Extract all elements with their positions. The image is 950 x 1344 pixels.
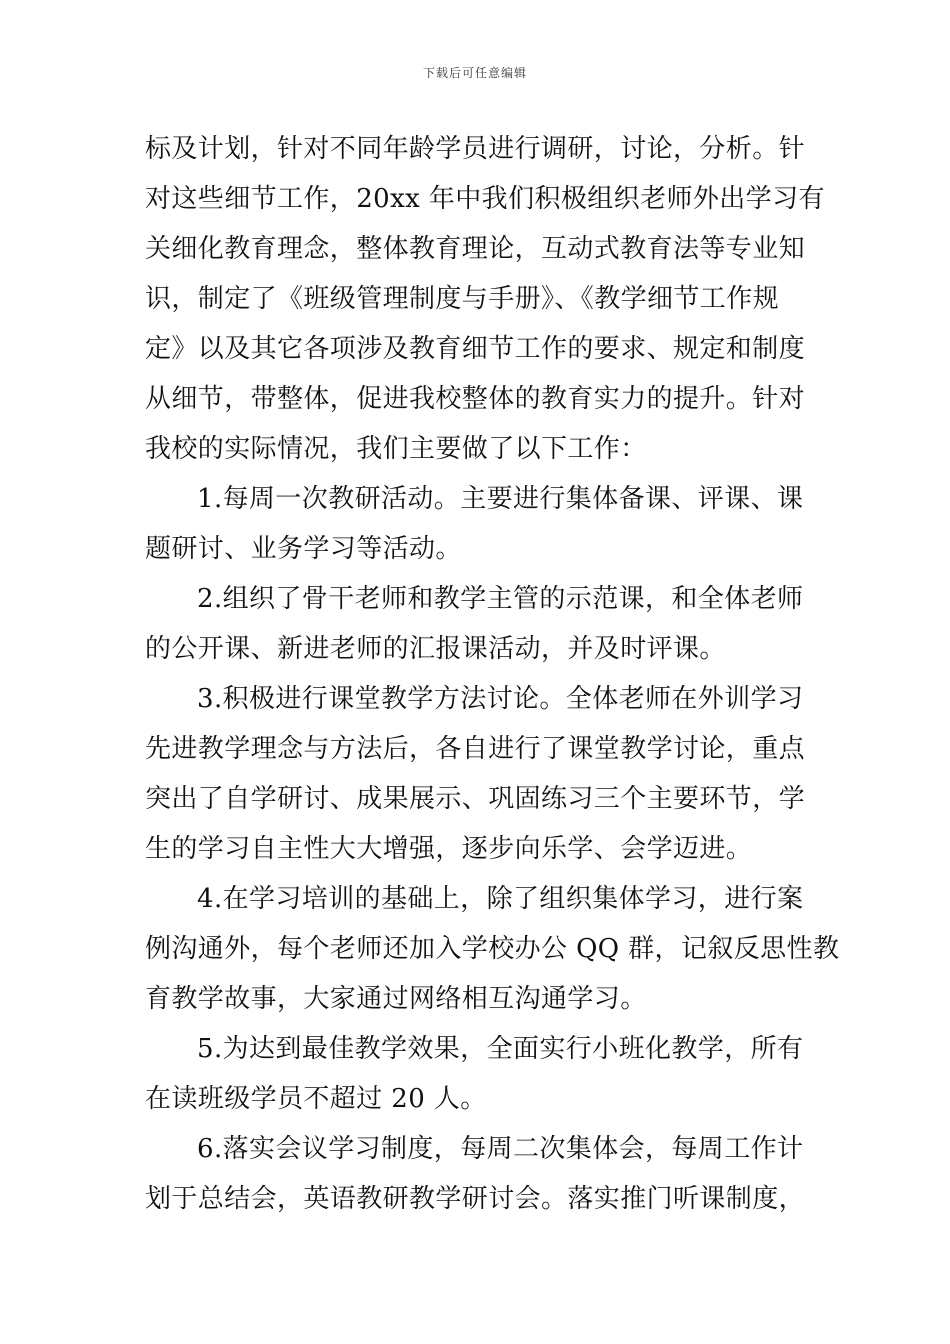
- text-line: 从细节，带整体，促进我校整体的教育实力的提升。针对: [145, 384, 806, 414]
- text-line: 在读班级学员不超过 20 人。: [145, 1084, 487, 1114]
- text-line: 6.落实会议学习制度，每周二次集体会，每周工作计: [197, 1134, 804, 1164]
- text-line: 划于总结会，英语教研教学研讨会。落实推门听课制度，: [145, 1184, 806, 1214]
- text-line: 关细化教育理念，整体教育理论，互动式教育法等专业知: [145, 234, 806, 264]
- text-line: 2.组织了骨干老师和教学主管的示范课，和全体老师: [197, 584, 804, 614]
- text-line: 的公开课、新进老师的汇报课活动，并及时评课。: [145, 634, 726, 664]
- text-line: 我校的实际情况，我们主要做了以下工作：: [145, 434, 647, 464]
- text-line: 1.每周一次教研活动。主要进行集体备课、评课、课: [197, 484, 804, 514]
- paragraph-item-4: [145, 874, 840, 1024]
- page-header: 下载后可任意编辑: [422, 66, 527, 80]
- document-body: [145, 124, 840, 1224]
- text-line: 4.在学习培训的基础上，除了组织集体学习，进行案: [197, 884, 804, 914]
- text-line: 突出了自学研讨、成果展示、巩固练习三个主要环节，学: [145, 784, 806, 814]
- paragraph-item-6: [145, 1124, 810, 1224]
- paragraph-item-2: [145, 574, 810, 674]
- paragraph-item-3: [145, 674, 810, 874]
- text-line: 5.为达到最佳教学效果，全面实行小班化教学，所有: [197, 1034, 804, 1064]
- text-line: 识，制定了《班级管理制度与手册》、《教学细节工作规: [145, 284, 780, 314]
- text-line: 定》以及其它各项涉及教育细节工作的要求、规定和制度: [145, 334, 806, 364]
- text-line: 标及计划，针对不同年龄学员进行调研，讨论，分析。针: [145, 134, 806, 164]
- text-line: 先进教学理念与方法后，各自进行了课堂教学讨论，重点: [145, 734, 806, 764]
- text-line: 生的学习自主性大大增强，逐步向乐学、会学迈进。: [145, 834, 753, 864]
- text-line: 对这些细节工作，20xx 年中我们积极组织老师外出学习有: [145, 184, 825, 214]
- text-line: 育教学故事，大家通过网络相互沟通学习。: [145, 984, 647, 1014]
- paragraph-item-1: [145, 474, 810, 574]
- text-line: 例沟通外，每个老师还加入学校办公 QQ 群，记叙反思性教: [145, 934, 840, 964]
- paragraph-intro: [145, 124, 825, 474]
- text-line: 3.积极进行课堂教学方法讨论。全体老师在外训学习: [197, 684, 804, 714]
- paragraph-item-5: [145, 1024, 810, 1124]
- text-line: 题研讨、业务学习等活动。: [145, 534, 462, 564]
